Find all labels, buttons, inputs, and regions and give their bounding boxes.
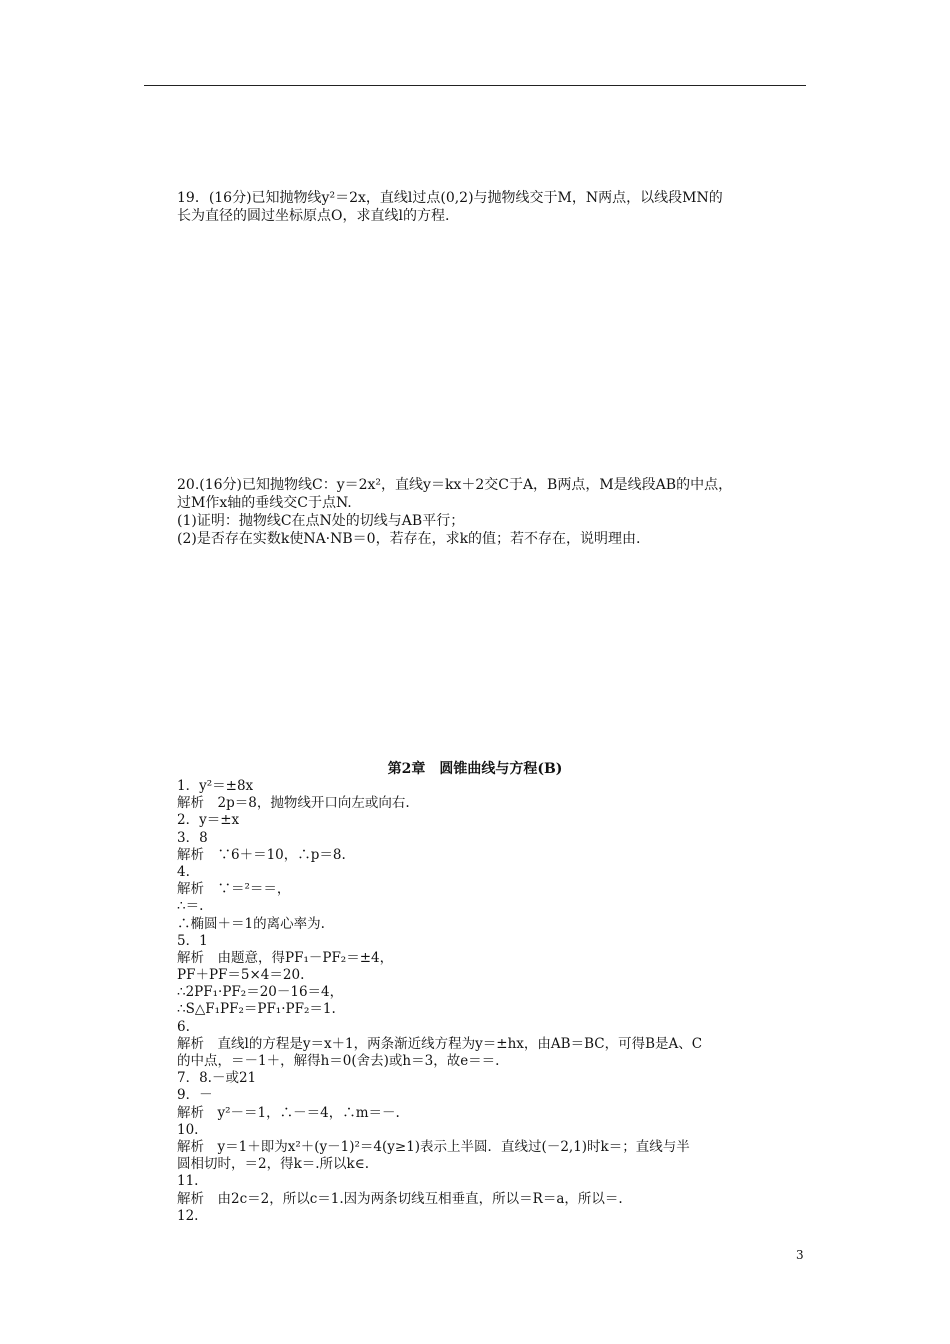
answer-line: 解析 ∵＝²＝＝， (177, 881, 291, 898)
answer-line: 解析 由2c＝2，所以c＝1.因为两条切线互相垂直，所以＝R＝a，所以＝. (177, 1190, 623, 1207)
answer-line: 解析 2p＝8，抛物线开口向左或向右. (177, 795, 410, 812)
q20-line: (1)证明：抛物线C在点N处的切线与AB平行； (177, 513, 465, 529)
answer-line: ∴S△F₁PF₂＝PF₁·PF₂＝1. (177, 1001, 336, 1018)
answer-line: ∴＝. (177, 898, 204, 915)
answer-line: 10. (177, 1121, 199, 1138)
question-20 (177, 476, 812, 548)
q20-line: 过M作x轴的垂线交C于点N. (177, 495, 352, 511)
answer-line: 7．8.－或21 (177, 1070, 257, 1087)
answer-line: 5．1 (177, 932, 208, 949)
answer-key (177, 778, 812, 1225)
answer-line: 9．－ (177, 1087, 213, 1104)
page-number: 3 (796, 1248, 804, 1262)
answer-line: 解析 由题意，得PF₁－PF₂＝±4， (177, 949, 394, 966)
answer-line: PF＋PF＝5×4＝20. (177, 967, 305, 984)
chapter-title: 第2章 圆锥曲线与方程(B) (387, 761, 563, 777)
q20-line: (2)是否存在实数k使NA·NB＝0，若存在，求k的值；若不存在，说明理由. (177, 531, 641, 547)
answer-line: 11. (177, 1173, 199, 1190)
answer-line: 解析 y＝1＋即为x²＋(y－1)²＝4(y≥1)表示上半圆．直线过(－2,1)时k＝；直线与半 (177, 1138, 690, 1155)
answer-line: 解析 直线l的方程是y＝x＋1，两条渐近线方程为y＝±hx，由AB＝BC，可得B是A、C (177, 1035, 703, 1052)
answer-line: 2．y＝±x (177, 812, 240, 829)
q20-line: 20.(16分)已知抛物线C：y＝2x²，直线y＝kx＋2交C于A，B两点，M是线段AB的中点， (177, 477, 733, 493)
header-rule (144, 85, 806, 86)
q19-line: 长为直径的圆过坐标原点O，求直线l的方程. (177, 208, 450, 224)
answer-line: ∴2PF₁·PF₂＝20－16＝4， (177, 984, 344, 1001)
answer-line: 1．y²＝±8x (177, 778, 254, 794)
answer-line: 的中点，＝－1＋，解得h＝0(舍去)或h＝3，故e＝＝. (177, 1053, 500, 1069)
answer-line: 解析 y²－＝1，∴－＝4，∴m＝－. (177, 1104, 400, 1121)
answer-line: 圆相切时，＝2，得k＝.所以k∈. (177, 1156, 370, 1173)
answer-line: 3．8 (177, 829, 208, 846)
answer-line: 12. (177, 1207, 199, 1224)
answer-line: ∴椭圆＋＝1的离心率为. (177, 915, 325, 932)
q19-line: 19．(16分)已知抛物线y²＝2x，直线l过点(0,2)与抛物线交于M，N两点，以线段MN的 (177, 190, 723, 206)
question-19 (177, 189, 812, 225)
answer-line: 6. (177, 1018, 190, 1035)
answer-line: 解析 ∵6＋＝10，∴p＝8. (177, 846, 346, 863)
answer-line: 4. (177, 863, 190, 880)
